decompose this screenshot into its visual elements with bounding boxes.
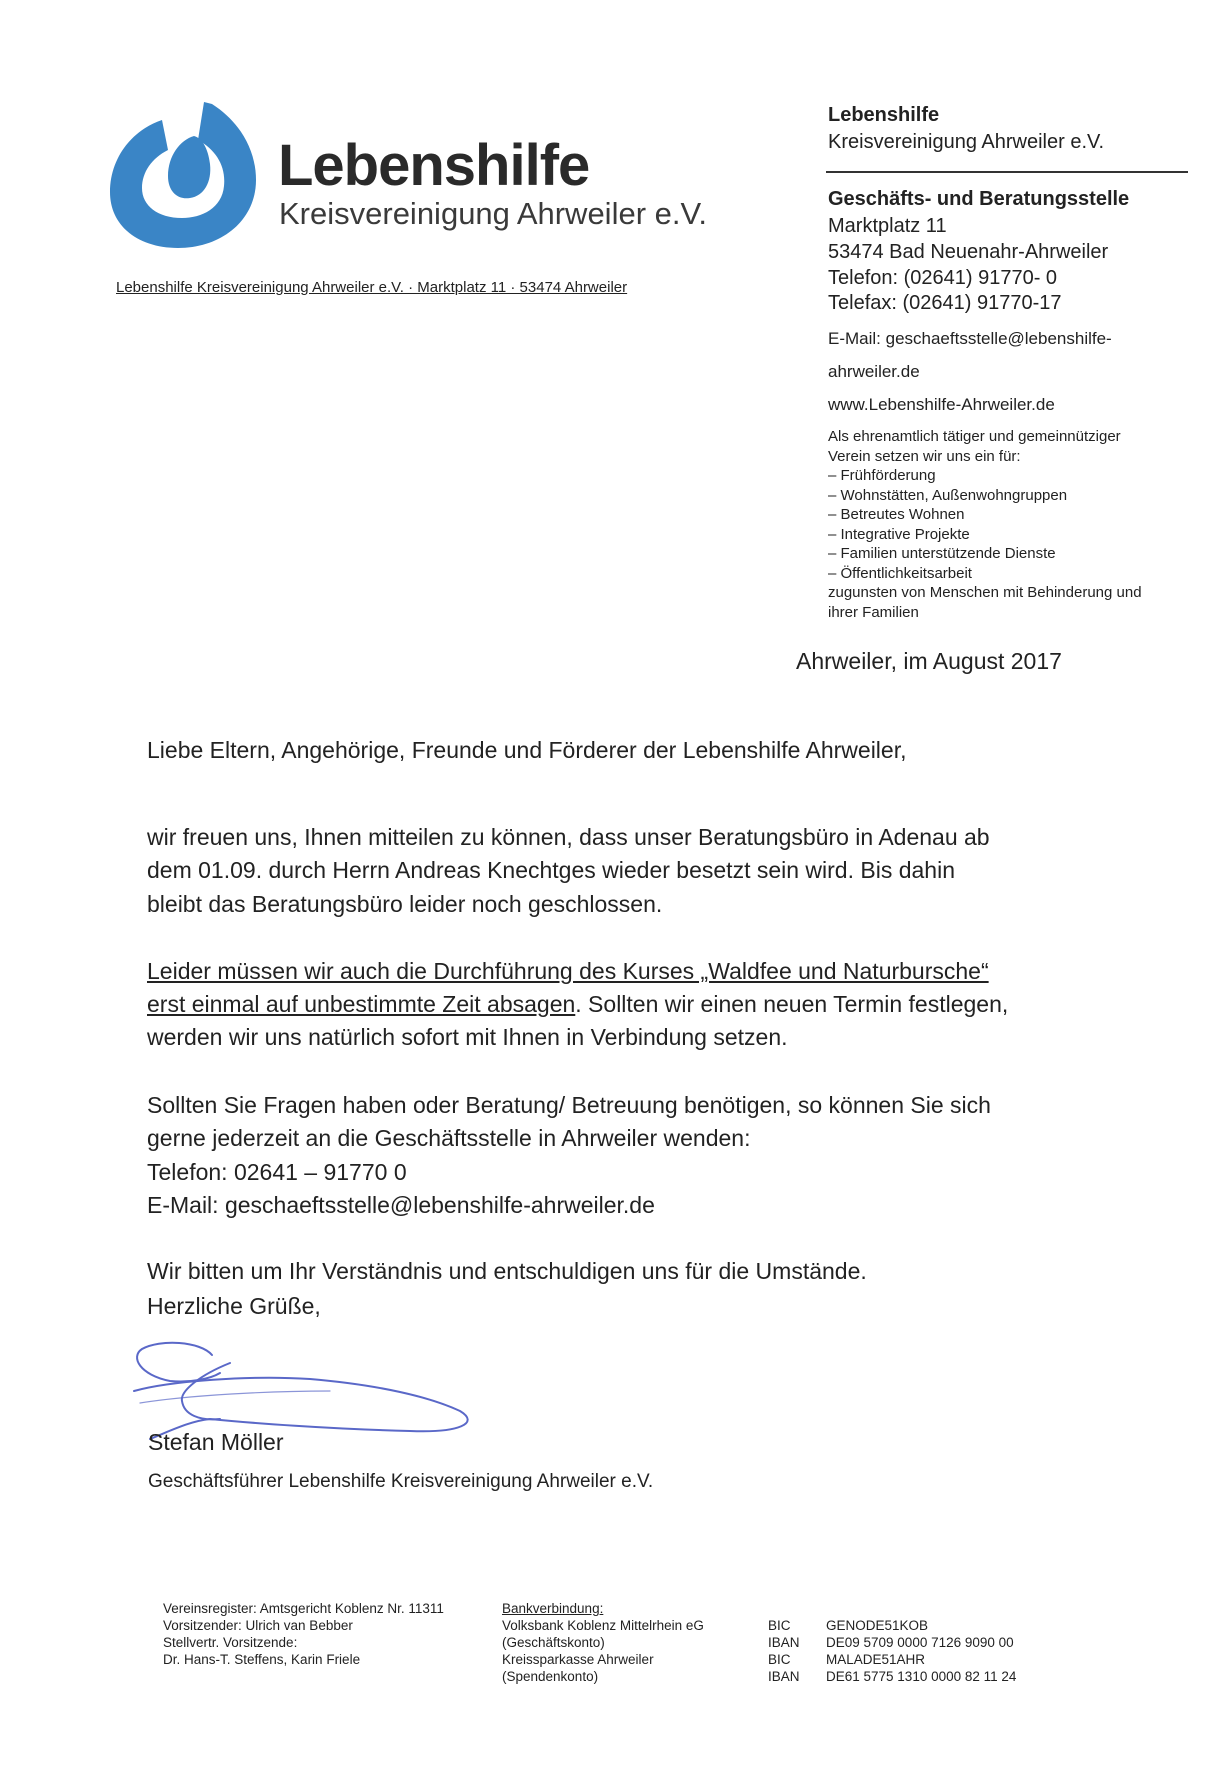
code-key: BIC <box>768 1652 791 1667</box>
paragraph-1-line: dem 01.09. durch Herrn Andreas Knechtges wieder besetzt sein wird. Bis dahin <box>147 857 955 883</box>
contact-street: Marktplatz 11 <box>828 215 947 237</box>
bank-code-row <box>768 1668 1016 1685</box>
paragraph-3-line: gerne jederzeit an die Geschäftsstelle in Ahrweiler wenden: <box>147 1125 751 1151</box>
sender-address-line: Lebenshilfe Kreisvereinigung Ahrweiler e.V. · Marktplatz 11 · 53474 Ahrweiler <box>116 279 628 296</box>
purpose-line: ihrer Familien <box>828 603 919 621</box>
bank-line: Kreissparkasse Ahrweiler <box>502 1652 654 1667</box>
contact-email-line: E-Mail: geschaeftsstelle@lebenshilfe-ahrweiler.de <box>147 1192 655 1218</box>
paragraph-2-line: werden wir uns natürlich sofort mit Ihnen in Verbindung setzen. <box>147 1024 788 1050</box>
purpose-item: – Betreutes Wohnen <box>828 506 965 523</box>
greeting: Herzliche Grüße, <box>147 1293 321 1319</box>
lebenshilfe-logo-icon <box>104 100 266 252</box>
footer-registry <box>163 1600 444 1668</box>
contact-email-line2: ahrweiler.de <box>828 362 920 381</box>
registry-line: Stellvertr. Vorsitzende: <box>163 1635 298 1650</box>
contact-phone: Telefon: (02641) 91770- 0 <box>828 267 1058 289</box>
purpose-item: – Integrative Projekte <box>828 525 970 543</box>
contact-fax: Telefax: (02641) 91770-17 <box>828 292 1062 314</box>
bank-heading: Bankverbindung: <box>502 1601 604 1616</box>
salutation: Liebe Eltern, Angehörige, Freunde und Förderer der Lebenshilfe Ahrweiler, <box>147 737 907 763</box>
logo-title: Lebenshilfe <box>278 133 590 198</box>
contact-org-name: Lebenshilfe <box>828 104 940 126</box>
purpose-item: – Frühförderung <box>828 467 936 484</box>
code-value: MALADE51AHR <box>826 1652 926 1667</box>
cancellation-underlined: erst einmal auf unbestimmte Zeit absagen <box>147 991 576 1017</box>
paragraph-2-rest: . Sollten wir einen neuen Termin festlegen, <box>575 991 1009 1017</box>
code-key: IBAN <box>768 1669 800 1684</box>
bank-code-row <box>768 1617 1016 1634</box>
contact-office: Geschäfts- und Beratungsstelle <box>828 188 1130 210</box>
registry-line: Vorsitzender: Ulrich van Bebber <box>163 1618 353 1633</box>
code-value: DE61 5775 1310 0000 82 11 24 <box>826 1669 1017 1684</box>
purpose-item: – Öffentlichkeitsarbeit <box>828 564 972 582</box>
paragraph-2-line <box>147 991 1008 1018</box>
contact-org-sub: Kreisvereinigung Ahrweiler e.V. <box>828 131 1105 153</box>
paragraph-2-line: Leider müssen wir auch die Durchführung des Kurses „Waldfee und Naturbursche“ <box>147 958 989 984</box>
paragraph-1-line: bleibt das Beratungsbüro leider noch geschlossen. <box>147 891 663 917</box>
contact-email-line1: E-Mail: geschaeftsstelle@lebenshilfe- <box>828 329 1112 348</box>
purpose-item: – Familien unterstützende Dienste <box>828 545 1056 562</box>
code-key: BIC <box>768 1618 791 1633</box>
contact-phone-line: Telefon: 02641 – 91770 0 <box>147 1159 407 1185</box>
code-key: IBAN <box>768 1635 800 1650</box>
bank-line: (Spendenkonto) <box>502 1669 599 1684</box>
closing-line: Wir bitten um Ihr Verständnis und entschuldigen uns für die Umstände. <box>147 1258 867 1284</box>
contact-website: www.Lebenshilfe-Ahrweiler.de <box>828 395 1055 414</box>
header-divider <box>826 171 1188 173</box>
paragraph-3-line: Sollten Sie Fragen haben oder Beratung/ Betreuung benötigen, so können Sie sich <box>147 1092 991 1118</box>
logo-subtitle: Kreisvereinigung Ahrweiler e.V. <box>279 196 707 231</box>
contact-city: 53474 Bad Neuenahr-Ahrweiler <box>828 241 1109 263</box>
registry-line: Vereinsregister: Amtsgericht Koblenz Nr. 11311 <box>163 1601 444 1616</box>
footer-bank-codes <box>768 1617 1016 1685</box>
purpose-line: Verein setzen wir uns ein für: <box>828 447 1021 465</box>
purpose-line: Als ehrenamtlich tätiger und gemeinnütziger <box>828 428 1121 445</box>
registry-line: Dr. Hans-T. Steffens, Karin Friele <box>163 1652 361 1667</box>
paragraph-1-line: wir freuen uns, Ihnen mitteilen zu können, dass unser Beratungsbüro in Adenau ab <box>147 824 990 850</box>
letter-date: Ahrweiler, im August 2017 <box>796 648 1062 674</box>
signer-role: Geschäftsführer Lebenshilfe Kreisvereinigung Ahrweiler e.V. <box>148 1471 654 1492</box>
purpose-item: – Wohnstätten, Außenwohngruppen <box>828 486 1068 504</box>
bank-code-row <box>768 1634 1016 1651</box>
bank-line: Volksbank Koblenz Mittelrhein eG <box>502 1618 704 1633</box>
purpose-list <box>828 427 1142 622</box>
bank-code-row <box>768 1651 1016 1668</box>
bank-line: (Geschäftskonto) <box>502 1635 605 1650</box>
footer-banks <box>502 1600 704 1685</box>
code-value: DE09 5709 0000 7126 9090 00 <box>826 1635 1014 1650</box>
purpose-line: zugunsten von Menschen mit Behinderung und <box>828 584 1142 601</box>
signer-name: Stefan Möller <box>148 1429 284 1455</box>
code-value: GENODE51KOB <box>826 1618 929 1633</box>
